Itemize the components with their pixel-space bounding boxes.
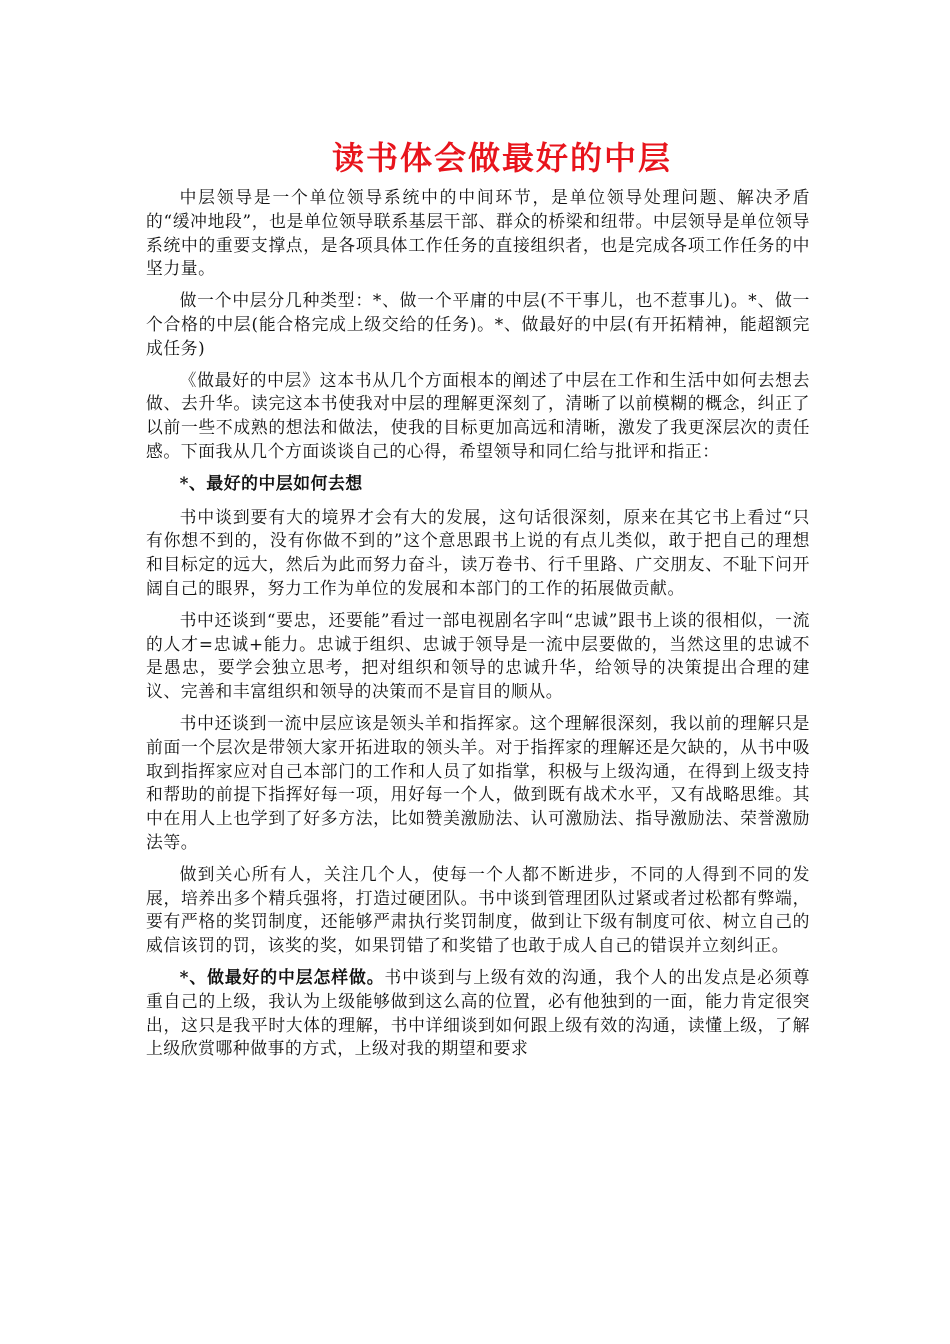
paragraph-intro-1: 中层领导是一个单位领导系统中的中间环节，是单位领导处理问题、解决矛盾的“缓冲地段”，也是单位领导联系基层干部、群众的桥梁和纽带。中层领导是单位领导系统中的重要支撑点，是各项具体工作任务的直接组织者，也是完成各项工作任务的中坚力量。 xyxy=(146,187,810,279)
document-title: 读书体会做最好的中层 xyxy=(331,139,672,177)
paragraph-intro-2: 做一个中层分几种类型：*、做一个平庸的中层(不干事儿，也不惹事儿)。*、做一个合格的中层(能合格完成上级交给的任务)。*、做最好的中层(有开拓精神，能超额完成任务) xyxy=(146,290,810,358)
section2-paragraph-1 xyxy=(146,966,810,1061)
section2-paragraph-text: 书中谈到与上级有效的沟通，我个人的出发点是必须尊重自己的上级，我认为上级能够做到这么高的位置，必有他独到的一面，能力肯定很突出，这只是我平时大体的理解，书中详细谈到如何跟上级有效的沟通，读懂上级，了解上级欣赏哪种做事的方式，上级对我的期望和要求 xyxy=(146,966,810,1059)
document-body xyxy=(146,186,810,1069)
section1-paragraph-2: 书中还谈到“要忠，还要能”看过一部电视剧名字叫“忠诚”跟书上谈的很相似，一流的人才=忠诚+能力。忠诚于组织、忠诚于领导是一流中层要做的，当然这里的忠诚不是愚忠，要学会独立思考，把对组织和领导的忠诚升华，给领导的决策提出合理的建议、完善和丰富组织和领导的决策而不是盲目的顺从。 xyxy=(146,609,810,702)
section-heading-2: *、做最好的中层怎样做。 xyxy=(179,966,385,987)
section1-paragraph-3: 书中还谈到一流中层应该是领头羊和指挥家。这个理解很深刻，我以前的理解只是前面一个层次是带领大家开拓进取的领头羊。对于指挥家的理解还是欠缺的，从书中吸取到指挥家应对自己本部门的工作和人员了如指掌，积极与上级沟通，在得到上级支持和帮助的前提下指挥好每一项，用好每一个人，做到既有战术水平，又有战略思维。其中在用人上也学到了好多方法，比如赞美激励法、认可激励法、指导激励法、荣誉激励法等。 xyxy=(146,712,810,852)
section1-paragraph-4: 做到关心所有人，关注几个人，使每一个人都不断进步，不同的人得到不同的发展，培养出多个精兵强将，打造过硬团队。书中谈到管理团队过紧或者过松都有弊端，要有严格的奖罚制度，还能够严肃执行奖罚制度，做到让下级有制度可依、树立自己的威信该罚的罚，该奖的奖，如果罚错了和奖错了也敢于成人自己的错误并立刻纠正。 xyxy=(146,863,810,956)
section1-paragraph-1: 书中谈到要有大的境界才会有大的发展，这句话很深刻，原来在其它书上看过“只有你想不到的，没有你做不到的”这个意思跟书上说的有点儿类似，敢于把自己的理想和目标定的远大，然后为此而努力奋斗，读万卷书、行千里路、广交朋友、不耻下问开阔自己的眼界，努力工作为单位的发展和本部门的工作的拓展做贡献。 xyxy=(146,506,810,598)
paragraph-intro-3: 《做最好的中层》这本书从几个方面根本的阐述了中层在工作和生活中如何去想去做、去升华。读完这本书使我对中层的理解更深刻了，清晰了以前模糊的概念，纠正了以前一些不成熟的想法和做法，使我的目标更加高远和清晰，激发了我更深层次的责任感。下面我从几个方面谈谈自己的心得，希望领导和同仁给与批评和指正： xyxy=(146,369,810,461)
section-heading-1: *、最好的中层如何去想 xyxy=(179,472,363,493)
